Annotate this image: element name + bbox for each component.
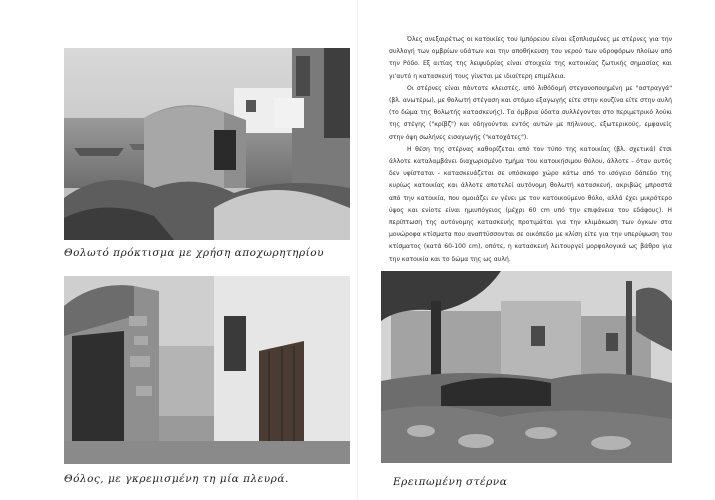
caption-photo-3: Ερειπωμένη στέρνα [393,476,508,488]
photo-ruined-cistern [381,271,672,463]
page-gutter [357,0,358,500]
paragraph: Οι στέρνες είναι πάντοτε κλειστές, από λιθόδομή στεγανοποιημένη με "αστραγγά" (βλ. ανωτέρω), με θολωτή στέγαση και στόμιο εξαγωγής είτε στην κουζίνα είτε στην αυλή (το δώμα της θολωτής κατασκευής). Τα όμβρια ύδατα συλλέγονται στο περιμετρικό λούκι της στέγης ("κρίβζ") και οδηγούνται εντός αυτών με πήλινους, εξωτερικούς, εμφανείς στην όψη σωλήνες εισαγωγής ("κατοχάτες"). [389,84,672,141]
photo-vaulted-outbuilding [64,48,350,240]
caption-photo-1: Θολωτό πρόκτισμα με χρήση αποχωρητηρίου [64,247,324,259]
body-text [389,34,672,266]
paragraph: Η θέση της στέρνας καθορίζεται από τον τύπο της κατοικίας (βλ. σχετικά) έτσι άλλοτε καταλαμβάνει διαχωρισμένο τμήμα του κατοικήσιμου θόλου, άλλοτε - όταν αυτός δεν υφίσταται - κατασκευάζεται σε υπόσκαφο χώρο κάτω από το ισόγειο δάπεδο της κυρίως κατοικίας και άλλοτε αποτελεί αυτόνομη θολωτή κατασκευή, ακριβώς μπροστά από την κατοικία, που ομοιάζει εν γένει με τον κατοικούμενο θόλο, αλλά έχει μικρότερο ύψος και ενίοτε είναι ημιυπόγειος (μέχρι 60 cm υπό την επιφάνεια του εδάφους). Η περίπτωση της αυτόνομης κατασκευής προτιμάται για την κλιμάκωση των όγκων στα μονώροφα κτίσματα που αναπτύσσονται σε οικόπεδο με κλίση είτε για την υπερύψωση του κτίσματος (κατά 60-100 cm), οπότε, η κατασκευή λειτουργεί μορφολογικά ως βάθρο για την κατοικία και το δώμα της ως αυλή. [389,145,672,263]
caption-photo-2: Θόλος, με γκρεμισμένη τη μία πλευρά. [64,473,289,485]
paragraph: Όλες ανεξαιρέτως οι κατοικίες του Ιμπόρειου είναι εξοπλισμένες με στέρνες για την συλλογή των ομβρίων υδάτων και την αποθήκευση του νερού των υδροφόρων πλοίων από την Ρόδο. Εξ αιτίας της λειψυδρίας είναι στοιχεία της κατοικίας ζωτικής σημασίας και γι'αυτό η κατασκευή τους γίνεται με ιδιαίτερη επιμέλεια. [389,36,672,80]
photo-collapsed-vault [64,276,350,464]
